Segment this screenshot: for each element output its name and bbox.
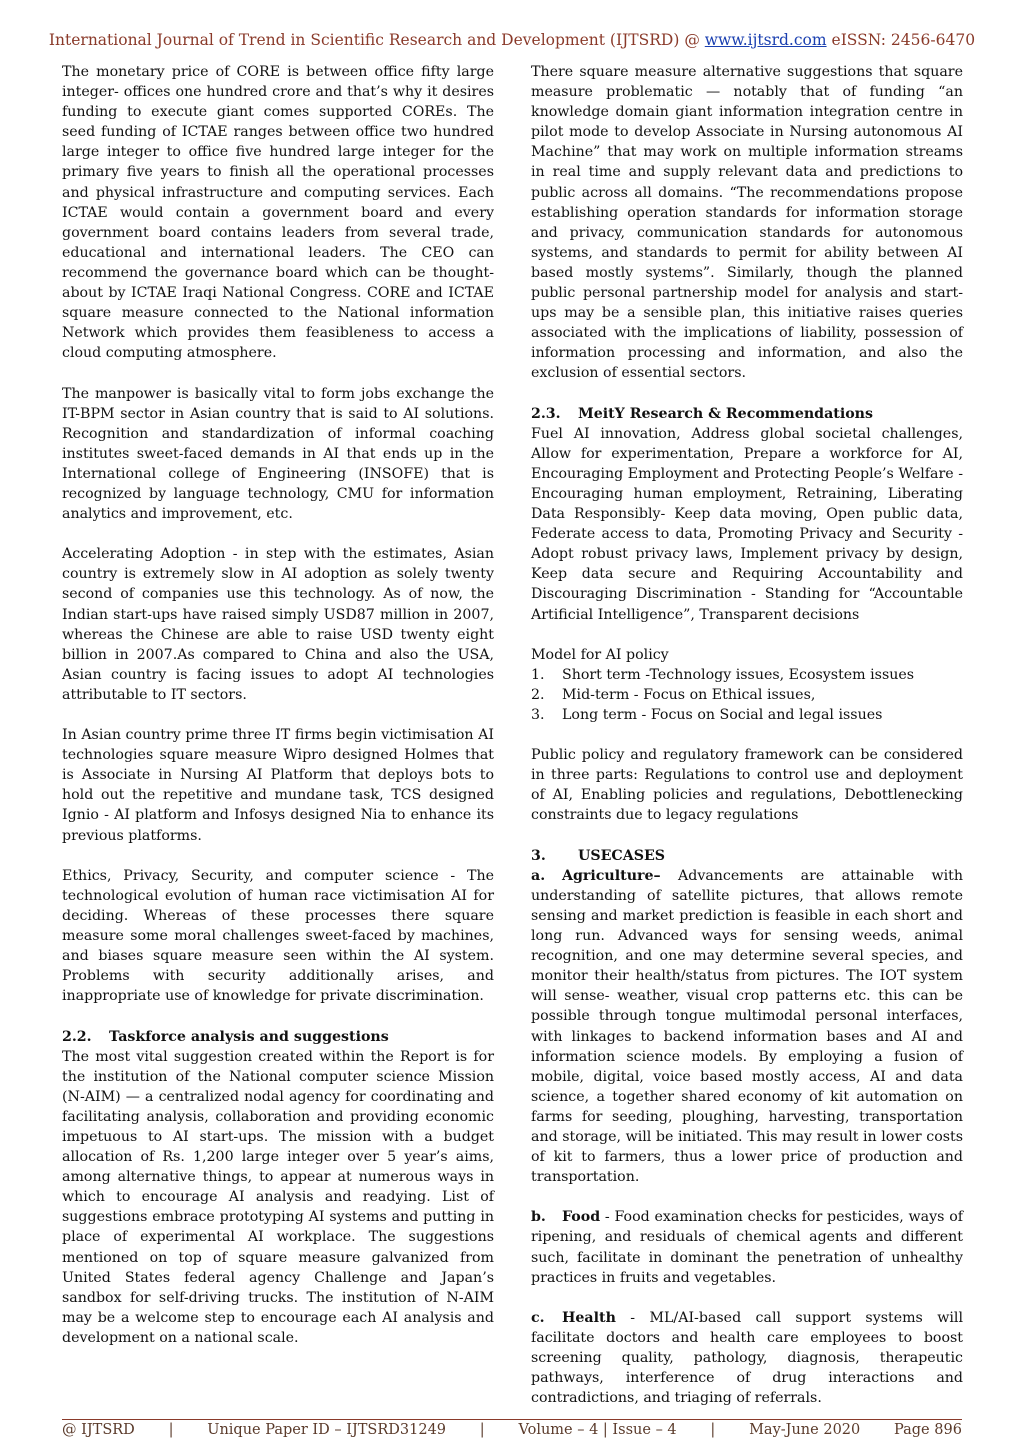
footer-separator: | xyxy=(168,1422,174,1438)
paragraph-manpower: The manpower is basically vital to form jobs exchange the IT-BPM sector in Asian country that is said to AI solutions. Recognition and standardization of informal coaching institutes sweet-faced demands in AI that ends up in the International college of Engineering (INSOFE) that is recognized by language technology, CMU for information analytics and improvement, etc. xyxy=(62,385,494,523)
footer-separator: | xyxy=(479,1422,485,1438)
paragraph-ethics: Ethics, Privacy, Security, and computer science - The technological evolution of human race victimisation AI for deciding. Whereas of these processes there square measure some moral challenges sweet-faced by machines, and biases square measure seen within the AI system. Problems with security additionally arises, and inappropriate use of knowledge for private discrimination. xyxy=(62,867,494,1005)
section-heading-3 xyxy=(531,846,963,866)
usecase-letter: a. xyxy=(531,867,546,884)
list-item xyxy=(531,685,963,705)
usecase-title: Agriculture– xyxy=(562,867,661,884)
model-list xyxy=(531,665,963,725)
footer-page: Page 896 xyxy=(894,1422,962,1438)
journal-url-link[interactable]: www.ijtsrd.com xyxy=(704,31,827,49)
usecase-text: - ML/AI-based call support systems will facilitate doctors and health care employees to boost screening quality, pathology, diagnosis, therapeutic pathways, interference of drug interactions and contradictions, and triaging of referrals. xyxy=(531,1309,963,1407)
footer-paper-id: Unique Paper ID – IJTSRD31249 xyxy=(207,1422,447,1438)
footer-ijtsrd: @ IJTSRD xyxy=(62,1422,135,1438)
paragraph-public-policy: Public policy and regulatory framework can be considered in three parts: Regulations to control use and deployment of AI, Enabling policies and regulations, Debottlenecking constraints due to legacy regulations xyxy=(531,747,963,824)
usecase-heading xyxy=(531,1310,616,1326)
paragraph-suggestions: There square measure alternative suggestions that square measure problematic — notably that of funding “an knowledge domain giant information integration centre in pilot mode to develop Associate in Nursing autonomous AI Machine” that may work on multiple information streams in real time and supply relevant data and predictions to public across all domains. “The recommendations propose establishing operation standards for information storage and privacy, communication standards for autonomous systems, and standards to permit for ability between AI based mostly systems”. Similarly, though the planned public personal partnership model for analysis and start-ups may be a sensible plan, this initiative raises queries associated with the implications of liability, possession of information processing and information, and also the exclusion of essential sectors. xyxy=(531,64,963,382)
section-heading-2-3 xyxy=(531,404,963,424)
list-text: Mid-term - Focus on Ethical issues, xyxy=(562,686,816,703)
left-column xyxy=(62,62,494,1348)
list-number: 3. xyxy=(531,707,545,723)
usecase-letter: c. xyxy=(531,1309,545,1326)
usecase-text: - Food examination checks for pesticides, ways of ripening, and residuals of chemical agents and different such, facilitate in dominant the penetration of unhealthy practices in fruits and vegetables. xyxy=(531,1209,963,1286)
footer-volume: Volume – 4 | Issue – 4 xyxy=(518,1422,677,1438)
paragraph-health xyxy=(531,1308,963,1408)
section-number: 3. xyxy=(531,847,546,864)
section-title: MeitY Research & Recommendations xyxy=(578,405,873,422)
section-heading-2-2 xyxy=(62,1027,494,1047)
list-number: 2. xyxy=(531,686,545,703)
paragraph-taskforce: The most vital suggestion created within the Report is for the institution of the National computer science Mission (N-AIM) — a centralized nodal agency for coordinating and facilitating analysis, collaboration and providing economic impetuous to AI start-ups. The mission with a budget allocation of Rs. 1,200 large integer over 5 year’s aims, among alternative things, to appear at numerous ways in which to encourage AI analysis and readying. List of suggestions embrace prototyping AI systems and putting in place of experimental AI workplace. The suggestions mentioned on top of square measure galvanized from United States federal agency Challenge and Japan’s sandbox for self-driving trucks. The institution of N-AIM may be a welcome step to encourage each AI analysis and development on a national scale. xyxy=(62,1048,494,1346)
section-title: USECASES xyxy=(578,847,666,864)
section-number: 2.2. xyxy=(62,1028,92,1045)
footer-items xyxy=(62,1422,962,1438)
footer-separator: | xyxy=(710,1422,716,1438)
usecase-heading xyxy=(531,1209,600,1225)
section-number: 2.3. xyxy=(531,405,561,422)
journal-title: International Journal of Trend in Scientific Research and Development (IJTSRD) @ xyxy=(48,31,700,49)
usecase-heading xyxy=(531,868,661,884)
paragraph-core-funding: The monetary price of CORE is between office fifty large integer- offices one hundred crore and that’s why it desires funding to execute giant comes supported COREs. The seed funding of ICTAE ranges between office two hundred large integer to office five hundred large integer for the primary five years to finish all the operational processes and physical infrastructure and computing services. Each ICTAE would contain a government board and every government board contains leaders from several trade, educational and international leaders. The CEO can recommend the governance board which can be thought-about by ICTAE Iraqi National Congress. CORE and ICTAE square measure connected to the National information Network which provides them feasibleness to access a cloud computing atmosphere. xyxy=(62,64,494,362)
list-text: Short term -Technology issues, Ecosystem issues xyxy=(562,666,915,683)
list-number: 1. xyxy=(531,666,545,683)
paragraph-food xyxy=(531,1207,963,1287)
usecase-title: Health xyxy=(562,1309,616,1326)
journal-header xyxy=(0,31,1024,49)
model-title: Model for AI policy xyxy=(531,646,669,663)
paragraph-meity: Fuel AI innovation, Address global societal challenges, Allow for experimentation, Prepare a workforce for AI, Encouraging Employment and Protecting People’s Welfare - Encouraging human employment, Retraining, Liberating Data Responsibly- Keep data moving, Open public data, Federate access to data, Promoting Privacy and Security - Adopt robust privacy laws, Implement privacy by design, Keep data secure and Requiring Accountability and Discouraging Discrimination - Standing for “Accountable Artificial Intelligence”, Transparent decisions xyxy=(531,425,963,623)
footer-rule xyxy=(62,1419,962,1420)
usecase-title: Food xyxy=(562,1209,601,1226)
paragraph-it-firms: In Asian country prime three IT firms begin victimisation AI technologies square measure Wipro designed Holmes that is Associate in Nursing AI Platform that deploys bots to hold out the repetitive and mundane task, TCS designed Ignio - AI platform and Infosys designed Nia to enhance its previous platforms. xyxy=(62,727,494,844)
footer-date: May-June 2020 xyxy=(749,1422,861,1438)
page-footer xyxy=(62,1419,962,1443)
journal-issn: eISSN: 2456-6470 xyxy=(831,31,976,49)
paragraph-agriculture xyxy=(531,866,963,1188)
list-item xyxy=(531,705,963,725)
paragraph-accelerating-adoption: Accelerating Adoption - in step with the estimates, Asian country is extremely slow in AI adoption as solely twenty second of companies use this technology. As of now, the Indian start-ups have raised simply USD87 million in 2007, whereas the Chinese are able to raise USD twenty eight billion in 2007.As compared to China and also the USA, Asian country is facing issues to adopt AI technologies attributable to IT sectors. xyxy=(62,546,494,703)
usecase-letter: b. xyxy=(531,1209,546,1226)
section-title: Taskforce analysis and suggestions xyxy=(109,1028,389,1045)
right-column xyxy=(531,62,963,1408)
list-text: Long term - Focus on Social and legal issues xyxy=(562,707,883,723)
usecase-text: Advancements are attainable with understanding of satellite pictures, that allows remote sensing and market prediction is feasible in each short and long run. Advanced ways for sensing weeds, animal recognition, and one may determine several species, and monitor their health/status from pictures. The IOT system will sense- weather, visual crop patterns etc. this can be possible through tongue multimodal personal interfaces, with linkages to backend information bases and AI and information science models. By employing a fusion of mobile, digital, voice based mostly access, AI and data science, a together shared economy of kit automation on farms for seeding, ploughing, harvesting, transportation and storage, will be initiated. This may result in lower costs of kit to farmers, thus a lower price of production and transportation. xyxy=(531,867,963,1186)
list-item xyxy=(531,665,963,685)
